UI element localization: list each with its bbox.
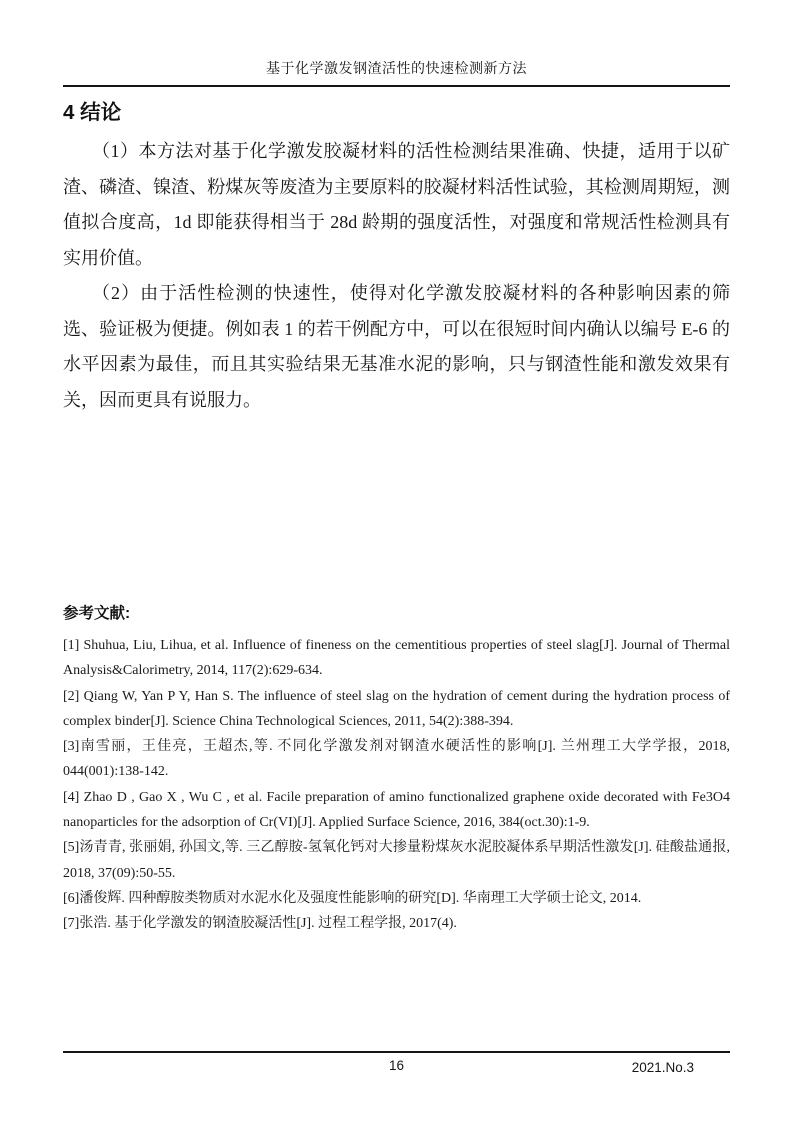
header-rule — [63, 85, 730, 87]
reference-item: [6]潘俊辉. 四种醇胺类物质对水泥水化及强度性能影响的研究[D]. 华南理工大学硕士论文, 2014. — [63, 890, 642, 906]
page-number: 16 — [388, 1058, 405, 1073]
references-heading: 参考文献: — [63, 605, 131, 622]
reference-item: [1] Shuhua, Liu, Lihua, et al. Influence of fineness on the cementitious properties of steel slag[J]. Journal of Thermal Analysis&Calorimetry, 2014, 117(2):629-634. — [63, 638, 730, 679]
references-list — [63, 633, 730, 937]
conclusion-paragraph: （1）本方法对基于化学激发胶凝材料的活性检测结果准确、快捷，适用于以矿渣、磷渣、镍渣、粉煤灰等废渣为主要原料的胶凝材料活性试验，其检测周期短，测值拟合度高，1d 即能获得相当于 28d 龄期的强度活性，对强度和常规活性检测具有实用价值。 — [63, 141, 730, 268]
conclusion-paragraphs — [63, 134, 730, 418]
reference-item: [3]南雪丽，王佳亮，王超杰,等. 不同化学激发剂对钢渣水硬活性的影响[J]. 兰州理工大学学报，2018, 044(001):138-142. — [63, 739, 730, 780]
issue-number: 2021.No.3 — [631, 1060, 694, 1075]
page-footer — [63, 1051, 730, 1073]
reference-item: [4] Zhao D , Gao X , Wu C , et al. Facile preparation of amino functionalized graphene oxide decorated with Fe3O4 nanoparticles for the adsorption of Cr(VI)[J]. Applied Surface Science, 2016, 384(oct.30):1-9. — [63, 789, 730, 831]
section-heading: 4 结论 — [63, 101, 122, 124]
running-title: 基于化学激发钢渣活性的快速检测新方法 — [266, 62, 527, 77]
conclusion-paragraph: （2）由于活性检测的快速性，使得对化学激发胶凝材料的各种影响因素的筛选、验证极为便捷。例如表 1 的若干例配方中，可以在很短时间内确认以编号 E-6 的水平因素为最佳，而且其实验结果无基准水泥的影响，只与钢渣性能和激发效果有关，因而更具有说服力。 — [63, 283, 730, 410]
reference-item: [5]汤青青, 张丽娟, 孙国文,等. 三乙醇胺-氢氧化钙对大掺量粉煤灰水泥胶凝体系早期活性激发[J]. 硅酸盐通报, 2018, 37(09):50-55. — [63, 840, 730, 881]
reference-item: [7]张浩. 基于化学激发的钢渣胶凝活性[J]. 过程工程学报, 2017(4). — [63, 916, 457, 932]
reference-item: [2] Qiang W, Yan P Y, Han S. The influence of steel slag on the hydration of cement during the hydration process of complex binder[J]. Science China Technological Sciences, 2011, 54(2):388-394. — [63, 688, 730, 729]
